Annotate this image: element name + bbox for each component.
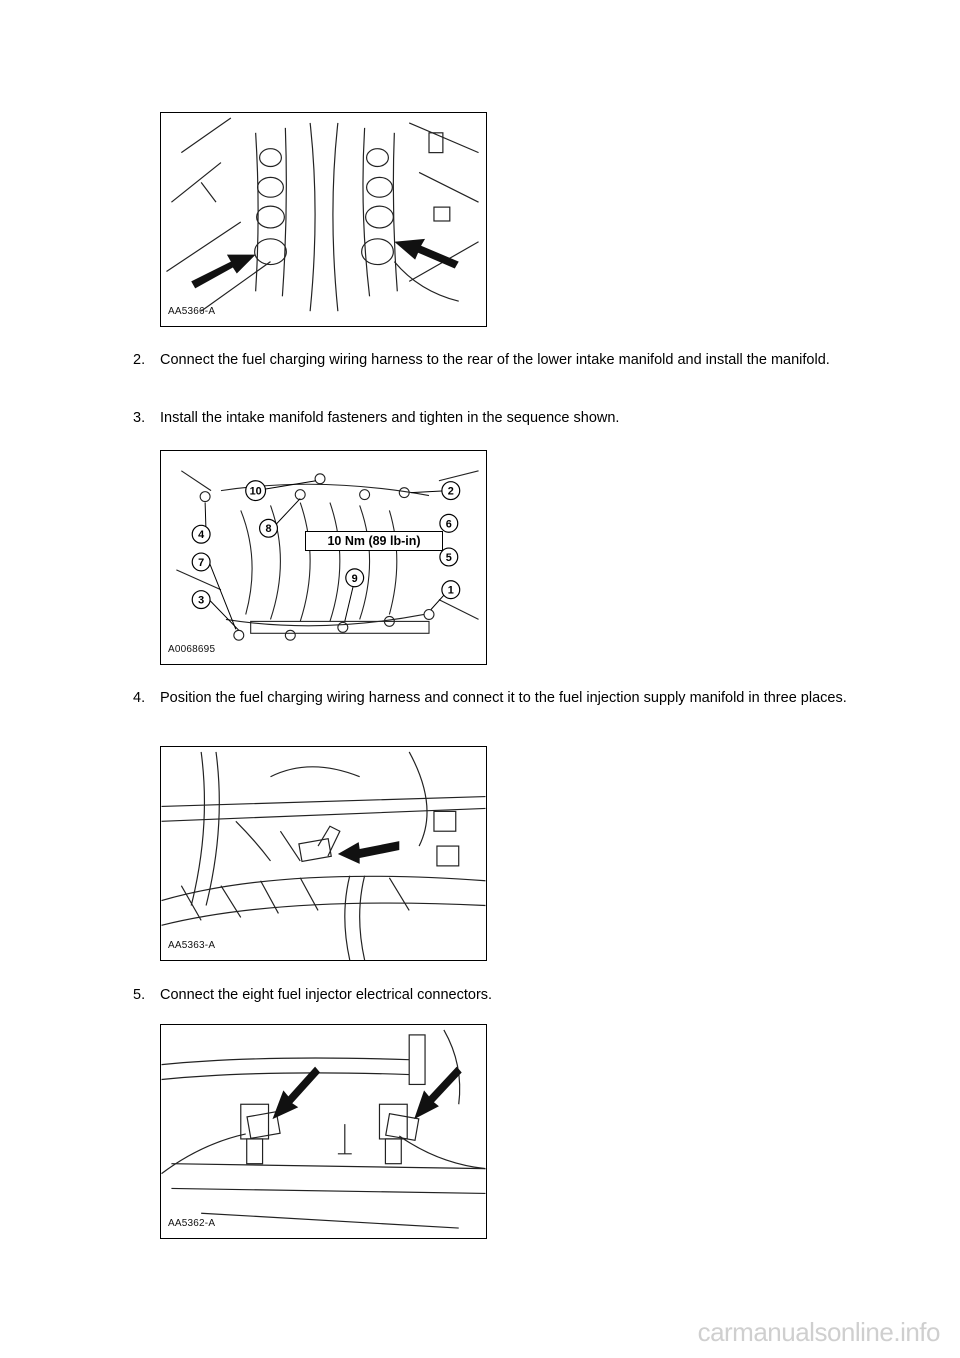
figure-code: AA5363-A [168,940,216,951]
step-text: Install the intake manifold fasteners and tighten in the sequence shown. [160,410,620,426]
harness-connection-illustration [161,747,486,960]
callout-3: 3 [198,594,205,607]
watermark: carmanualsonline.info [697,1317,940,1347]
callout-1: 1 [447,584,454,597]
callout-2: 2 [447,485,454,498]
step-5 [133,986,853,1005]
step-number: 2. [133,352,146,368]
intake-gaskets-illustration [161,113,486,326]
figure-code: AA5366-A [168,306,216,317]
callout-6: 6 [445,518,452,531]
step-number: 4. [133,690,146,706]
callout-7: 7 [198,556,205,569]
step-text: Connect the fuel charging wiring harness to the rear of the lower intake manifold and install the manifold. [160,352,830,368]
callout-5: 5 [445,551,452,564]
tightening-sequence-illustration [161,451,486,664]
figure-code: A0068695 [168,644,216,655]
step-number: 5. [133,987,146,1003]
figure-injector-connectors [160,1024,487,1239]
step-number: 3. [133,410,146,426]
callout-10: 10 [249,485,262,498]
figure-intake-gaskets [160,112,487,327]
figure-harness-connection [160,746,487,961]
figure-code: AA5362-A [168,1218,216,1229]
injector-connectors-illustration [161,1025,486,1238]
step-3 [133,409,853,428]
torque-spec-label: 10 Nm (89 lb-in) [305,531,443,551]
step-text: Position the fuel charging wiring harness and connect it to the fuel injection supply manifold in three places. [160,690,847,706]
callout-4: 4 [198,529,205,542]
step-text: Connect the eight fuel injector electrical connectors. [160,987,493,1003]
figure-tightening-sequence [160,450,487,665]
callout-8: 8 [265,523,272,536]
step-4 [133,689,853,708]
callout-9: 9 [351,572,358,585]
step-2 [133,351,853,370]
